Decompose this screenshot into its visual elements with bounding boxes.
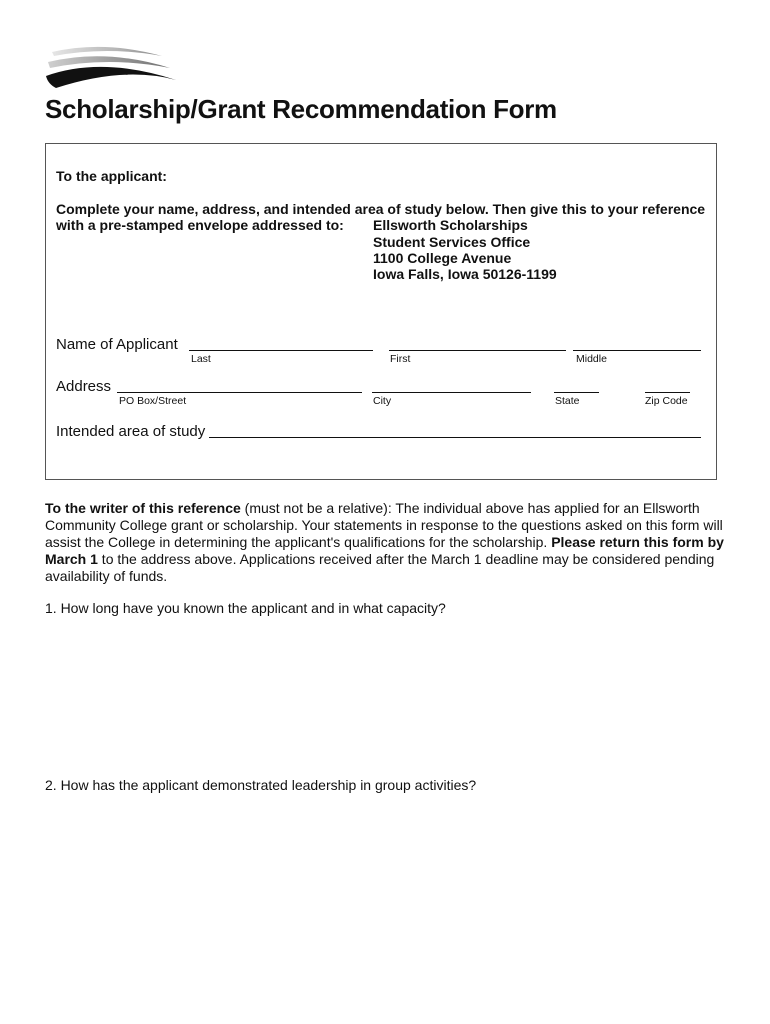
middle-name-field[interactable] <box>573 350 701 351</box>
zip-caption: Zip Code <box>645 395 688 407</box>
mailing-address-line: Iowa Falls, Iowa 50126-1199 <box>373 266 557 282</box>
first-caption: First <box>390 353 411 365</box>
applicant-section <box>45 143 717 480</box>
city-caption: City <box>373 395 392 407</box>
middle-caption: Middle <box>576 353 607 365</box>
mailing-address-line: Ellsworth Scholarships <box>373 217 528 233</box>
college-logo <box>44 42 180 88</box>
reference-text-1: (must not be a relative): The individual above has applied for an Ellsworth Community College grant or scholarship. Your statements in response to the questions asked on this form will assist the College in determining the applicant's qualifications for the scholarship. <box>45 500 723 550</box>
question-2: 2. How has the applicant demonstrated leadership in group activities? <box>45 777 477 793</box>
last-caption: Last <box>191 353 211 365</box>
city-field[interactable] <box>372 392 531 393</box>
state-caption: State <box>555 395 580 407</box>
applicant-heading: To the applicant: <box>56 168 167 184</box>
address-label: Address <box>56 378 112 395</box>
name-label: Name of Applicant <box>56 336 178 353</box>
return-deadline: Please return this form by March 1 <box>45 534 724 567</box>
reference-instructions <box>45 500 725 585</box>
instructions-line-1: Complete your name, address, and intended area of study below. Then give this to your reference <box>56 201 706 217</box>
street-field[interactable] <box>117 392 362 393</box>
first-name-field[interactable] <box>389 350 566 351</box>
question-1: 1. How long have you known the applicant and in what capacity? <box>45 600 446 616</box>
study-field[interactable] <box>209 437 701 438</box>
zip-field[interactable] <box>645 392 690 393</box>
street-caption: PO Box/Street <box>119 395 187 407</box>
state-field[interactable] <box>554 392 599 393</box>
reference-text-2: to the address above. Applications received after the March 1 deadline may be considered pending availability of funds. <box>45 551 715 584</box>
instructions-line-2: with a pre-stamped envelope addressed to: <box>56 217 344 233</box>
mailing-address-line: 1100 College Avenue <box>373 250 512 266</box>
mailing-address-line: Student Services Office <box>373 234 531 250</box>
reference-lead: To the writer of this reference <box>45 500 241 516</box>
study-label: Intended area of study <box>56 423 206 440</box>
page-title: Scholarship/Grant Recommendation Form <box>45 94 557 124</box>
last-name-field[interactable] <box>189 350 373 351</box>
